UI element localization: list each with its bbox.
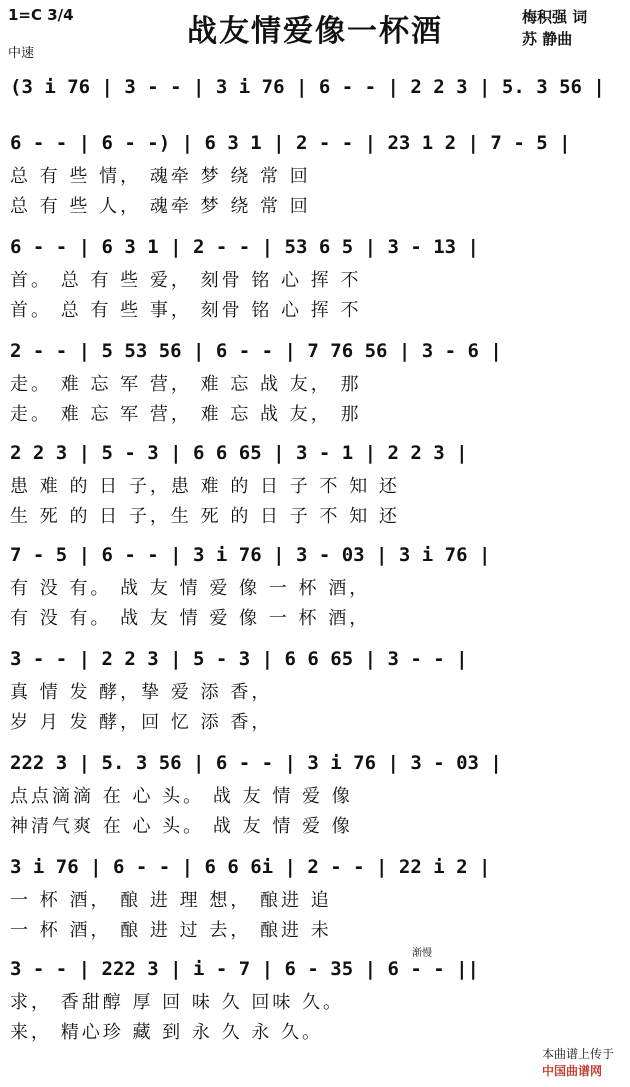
lyric-line-verse-2: 一 杯 酒， 酿 进 过 去， 酿进 未 [10, 920, 332, 941]
lyric-line-verse-1: 患 难 的 日 子，患 难 的 日 子 不 知 还 [10, 476, 400, 497]
footer-credit [534, 1031, 614, 1079]
notation-line: 3 - - | 222 3 | i - 7 | 6 - 35 | 6 - - || [10, 958, 479, 980]
lyric-line-verse-1: 走。 难 忘 军 营， 难 忘 战 友， 那 [10, 374, 362, 395]
lyric-line-verse-2: 走。 难 忘 军 营， 难 忘 战 友， 那 [10, 404, 362, 425]
footer-text: 本曲谱上传于 [541, 1047, 614, 1061]
notation-line: 2 2 3 | 5 - 3 | 6 6 65 | 3 - 1 | 2 2 3 | [10, 442, 468, 464]
lyric-line-verse-1: 一 杯 酒， 酿 进 理 想， 酿进 追 [10, 890, 332, 911]
lyric-line-verse-2: 有 没 有。 战 友 情 爱 像 一 杯 酒， [10, 608, 371, 629]
notation-line: 222 3 | 5. 3 56 | 6 - - | 3 i 76 | 3 - 03 | [10, 752, 502, 774]
lyric-line-verse-1: 求， 香甜醇 厚 回 味 久 回味 久。 [10, 992, 345, 1013]
notation-line: 2 - - | 5 53 56 | 6 - - | 7 76 56 | 3 - 6 | [10, 340, 502, 362]
ritardando-marking: 渐慢 [412, 948, 432, 959]
notation-line: 3 - - | 2 2 3 | 5 - 3 | 6 6 65 | 3 - - | [10, 648, 468, 670]
lyric-line-verse-2: 生 死 的 日 子，生 死 的 日 子 不 知 还 [10, 506, 400, 527]
lyricist-credit: 梅积强 词 [522, 8, 588, 26]
lyric-line-verse-2: 神清气爽 在 心 头。 战 友 情 爱 像 [10, 816, 353, 837]
lyric-line-verse-1: 点点滴滴 在 心 头。 战 友 情 爱 像 [10, 786, 353, 807]
lyric-line-verse-1: 真 情 发 酵，挚 爱 添 香， [10, 682, 273, 703]
notation-line: 6 - - | 6 - -) | 6 3 1 | 2 - - | 23 1 2 | 7 - 5 | [10, 132, 571, 154]
lyric-line-verse-2: 总 有 些 人， 魂牵 梦 绕 常 回 [10, 196, 311, 217]
notation-line: 7 - 5 | 6 - - | 3 i 76 | 3 - 03 | 3 i 76 | [10, 544, 491, 566]
tempo-marking: 中速 [8, 46, 35, 61]
song-title: 战友情爱像一杯酒 [187, 14, 443, 49]
key-signature: 1=C 3/4 [8, 6, 74, 24]
lyric-line-verse-2: 岁 月 发 酵，回 忆 添 香， [10, 712, 273, 733]
lyric-line-verse-1: 首。 总 有 些 爱， 刻骨 铭 心 挥 不 [10, 270, 362, 291]
lyric-line-verse-1: 总 有 些 情， 魂牵 梦 绕 常 回 [10, 166, 311, 187]
notation-line: (3 i 76 | 3 - - | 3 i 76 | 6 - - | 2 2 3 | 5. 3 56 | [10, 76, 605, 98]
notation-line: 6 - - | 6 3 1 | 2 - - | 53 6 5 | 3 - 13 | [10, 236, 479, 258]
composer-credit: 苏 静曲 [522, 30, 573, 48]
lyric-line-verse-2: 来， 精心珍 藏 到 永 久 永 久。 [10, 1022, 324, 1043]
site-logo[interactable]: 中国曲谱网 [541, 1064, 602, 1078]
notation-line: 3 i 76 | 6 - - | 6 6 6i | 2 - - | 22 i 2 | [10, 856, 491, 878]
lyric-line-verse-1: 有 没 有。 战 友 情 爱 像 一 杯 酒， [10, 578, 371, 599]
lyric-line-verse-2: 首。 总 有 些 事， 刻骨 铭 心 挥 不 [10, 300, 362, 321]
